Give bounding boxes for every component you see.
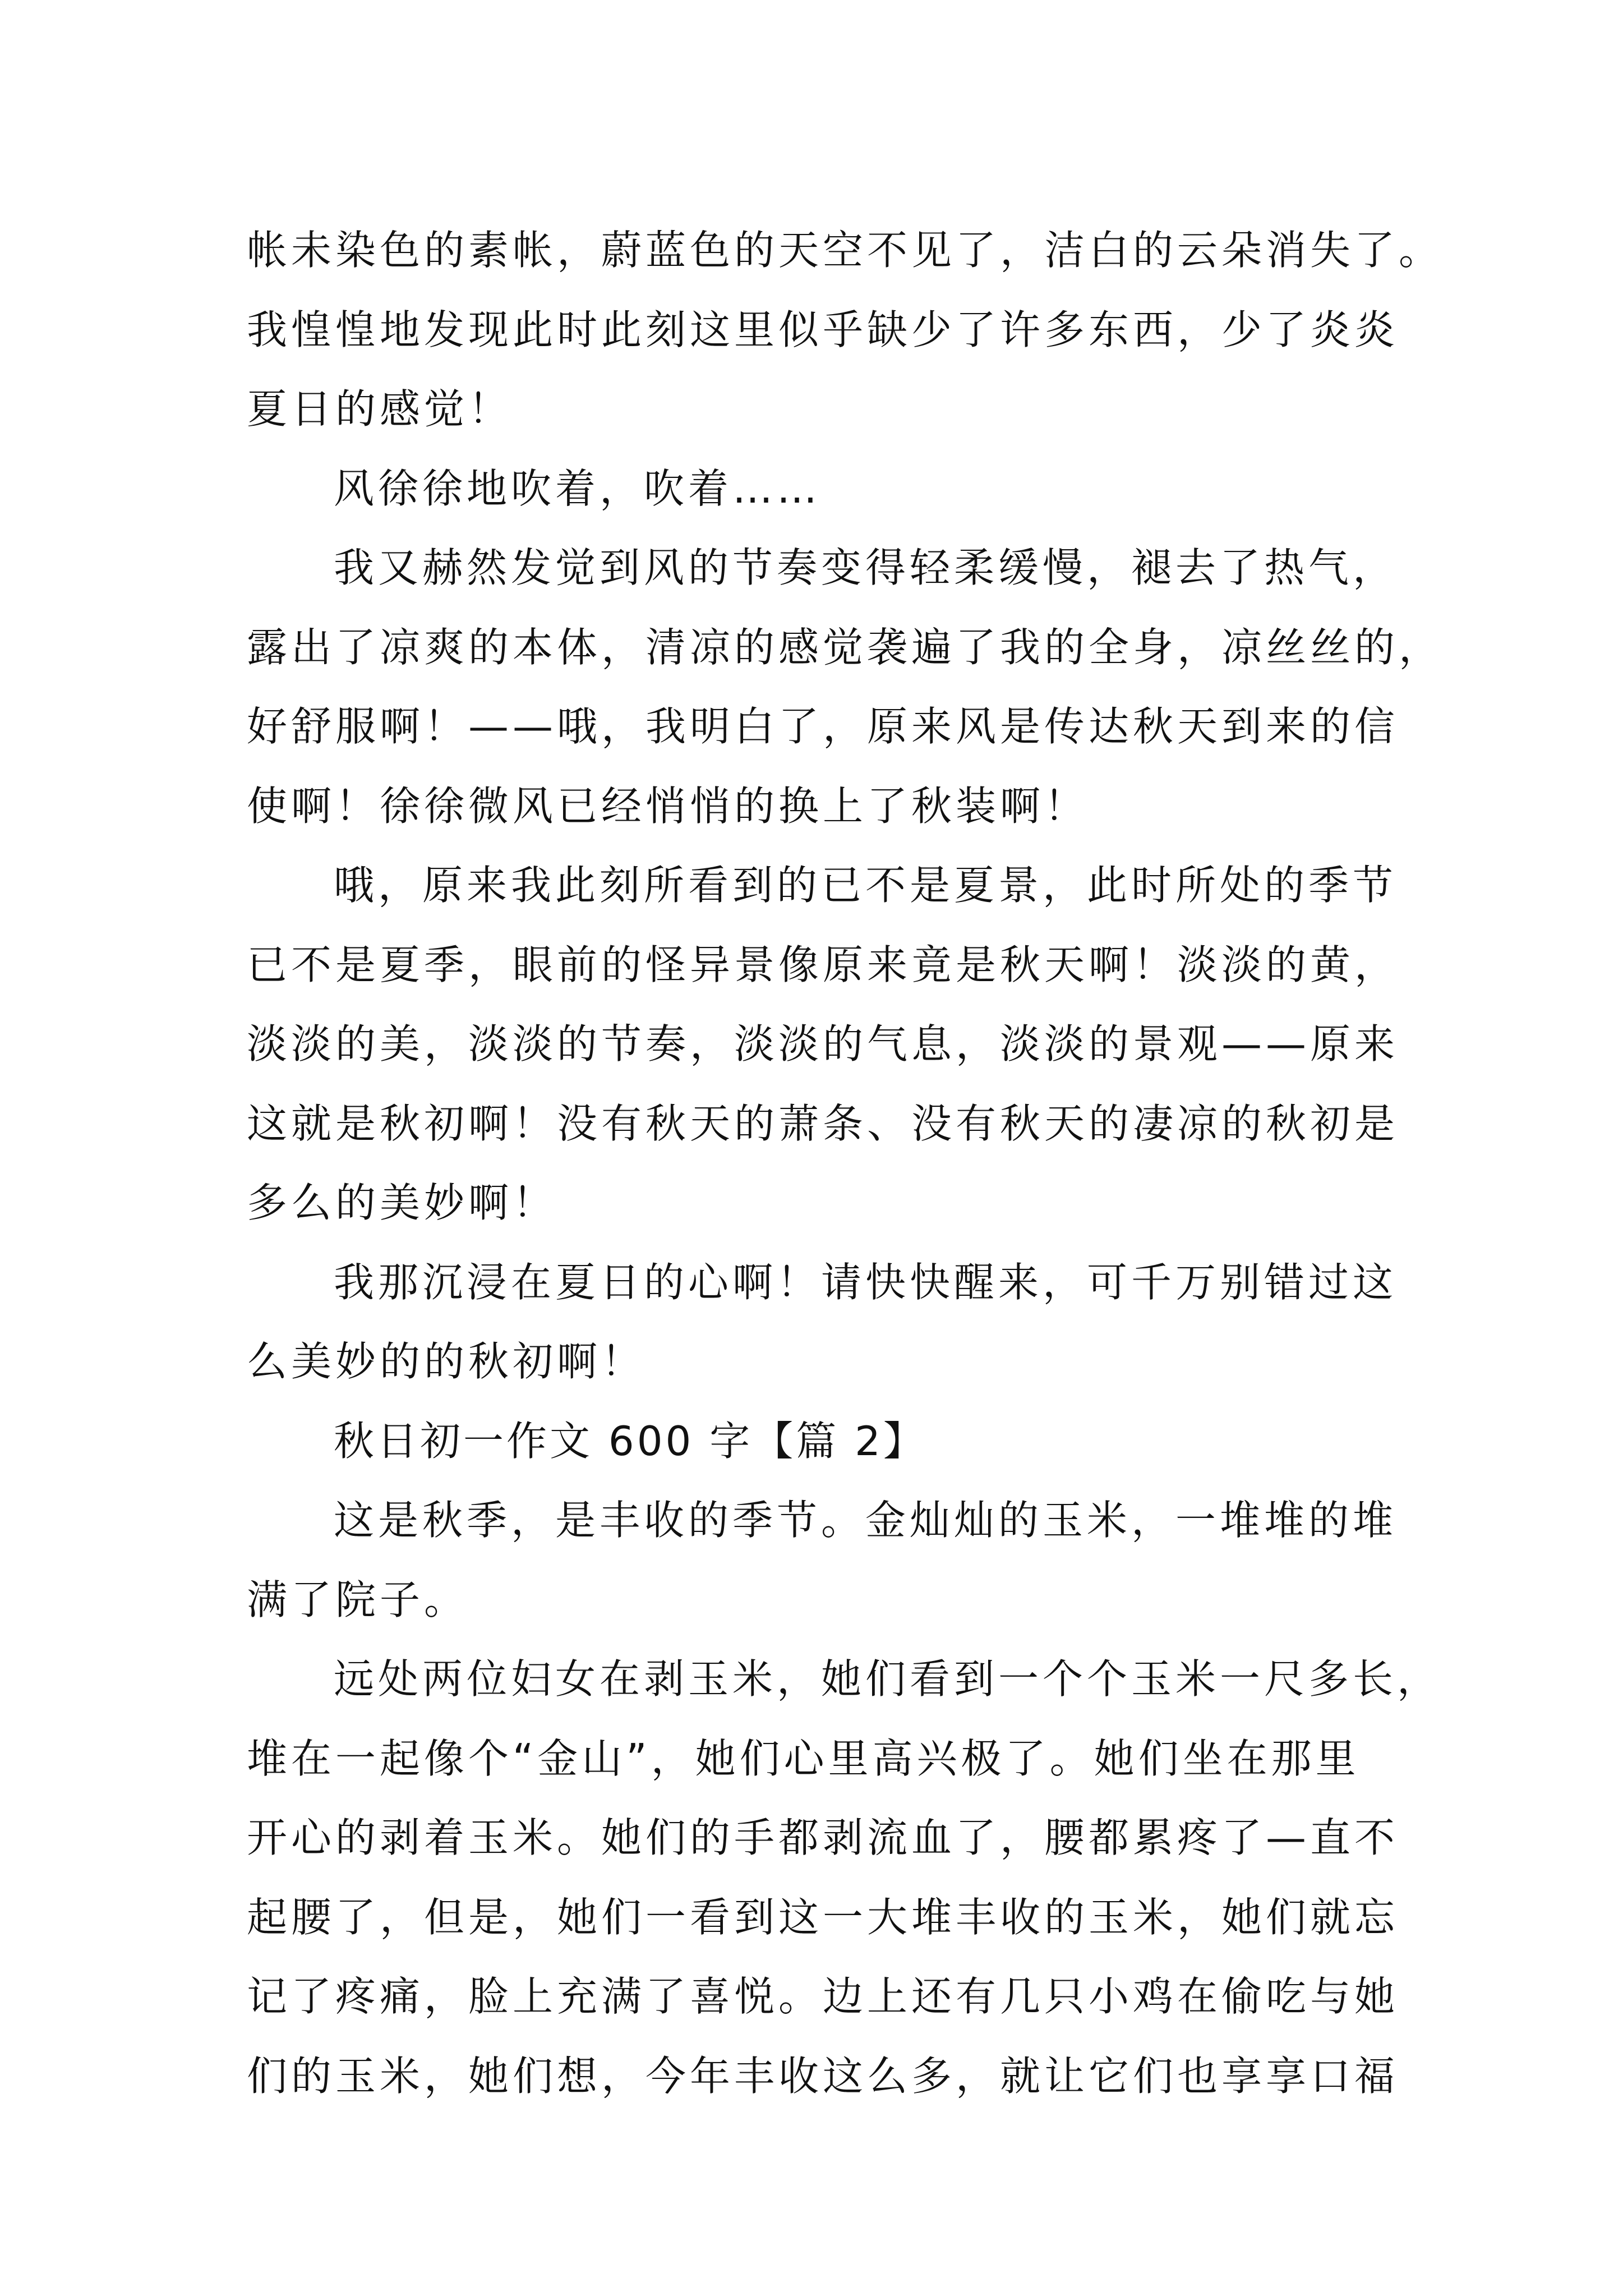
text-line: 么美妙的的秋初啊！ (247, 1338, 646, 1385)
text-line: 开心的剥着玉米。她们的手都剥流血了，腰都累疼了—直不 (247, 1814, 1399, 1861)
text-line: 满了院子。 (247, 1576, 469, 1623)
text-line: 我那沉浸在夏日的心啊！请快快醒来，可千万别错过这 (334, 1259, 1398, 1306)
text-line: 好舒服啊！——哦，我明白了，原来风是传达秋天到来的信 (247, 703, 1399, 750)
text-line: 露出了凉爽的本体，清凉的感觉袭遍了我的全身，凉丝丝的， (247, 624, 1444, 671)
text-line: 我惶惶地发现此时此刻这里似乎缺少了许多东西，少了炎炎 (247, 306, 1399, 353)
text-line: 帐未染色的素帐，蔚蓝色的天空不见了，洁白的云朵消失了。 (247, 227, 1444, 274)
text-line: 们的玉米，她们想，今年丰收这么多，就让它们也享享口福 (247, 2053, 1399, 2100)
text-line: 起腰了，但是，她们一看到这一大堆丰收的玉米，她们就忘 (247, 1894, 1399, 1941)
text-line: 我又赫然发觉到风的节奏变得轻柔缓慢，褪去了热气， (334, 544, 1398, 591)
text-line: 这是秋季，是丰收的季节。金灿灿的玉米，一堆堆的堆 (334, 1497, 1398, 1544)
text-line: 哦，原来我此刻所看到的已不是夏景，此时所处的季节 (334, 862, 1398, 909)
text-line: 多么的美妙啊！ (247, 1179, 557, 1226)
text-line: 这就是秋初啊！没有秋天的萧条、没有秋天的凄凉的秋初是 (247, 1100, 1399, 1147)
text-line: 淡淡的美，淡淡的节奏，淡淡的气息，淡淡的景观——原来 (247, 1020, 1399, 1068)
text-line: 已不是夏季，眼前的怪异景像原来竟是秋天啊！淡淡的黄， (247, 941, 1399, 988)
text-line: 使啊！徐徐微风已经悄悄的换上了秋装啊！ (247, 783, 1089, 830)
text-line: 夏日的感觉！ (247, 385, 513, 432)
section-heading: 秋日初一作文 600 字【篇 2】 (334, 1418, 926, 1465)
text-line: 记了疼痛，脸上充满了喜悦。边上还有几只小鸡在偷吃与她 (247, 1973, 1399, 2020)
text-line: 远处两位妇女在剥玉米，她们看到一个个玉米一尺多长， (334, 1655, 1442, 1703)
text-line: 风徐徐地吹着，吹着…… (334, 465, 822, 512)
text-line: 堆在一起像个“金山”，她们心里高兴极了。她们坐在那里 (247, 1735, 1360, 1782)
